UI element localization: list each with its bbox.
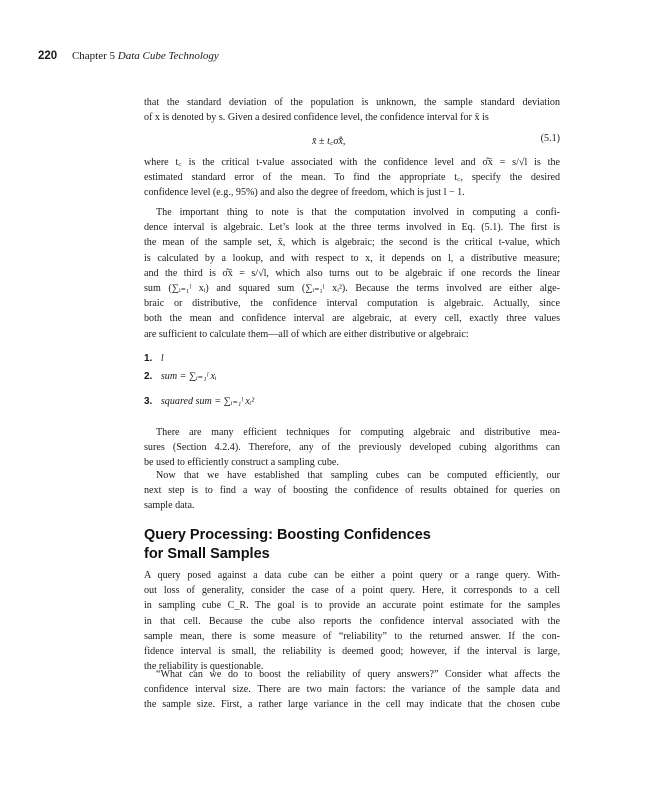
list-text: l bbox=[160, 353, 164, 364]
text-line: Now that we have established that sampling cubes can be computed efficiently, our bbox=[156, 470, 560, 481]
text-line: and the third is σ̂x̄ = s/√l, which also turns out to be algebraic if one records the linear bbox=[144, 267, 560, 279]
text-line: are sufficient to calculate them—all of which are either distributive or algebraic: bbox=[144, 328, 469, 340]
text-line: confidence level (e.g., 95%) and also the degree of freedom, which is just l − 1. bbox=[144, 187, 465, 199]
text-line: sures (Section 4.2.4). Therefore, any of the previously developed cubing algorithms can bbox=[144, 442, 560, 454]
equation-number: (5.1) bbox=[540, 133, 560, 144]
list-item bbox=[144, 396, 254, 407]
now-paragraph bbox=[144, 468, 560, 514]
equation-5-1 bbox=[144, 133, 560, 149]
section-heading-line: Query Processing: Boosting Confidences bbox=[144, 527, 431, 543]
text-line: “What can we do to boost the reliability of query answers?” Consider what affects the bbox=[156, 669, 560, 680]
text-line: where t꜀ is the critical t-value associated with the confidence level and σ̂x̄ = s/√l is the bbox=[144, 157, 560, 168]
intro-paragraph bbox=[144, 95, 560, 125]
text-line: confidence interval size. There are two main factors: the variance of the sample data and bbox=[144, 684, 560, 696]
running-head bbox=[38, 50, 219, 62]
chapter-title: Data Cube Technology bbox=[117, 50, 219, 62]
text-line: be used to efficiently construct a sampling cube. bbox=[144, 457, 339, 469]
text-line: of x is denoted by s. Given a desired confidence level, the confidence interval for x̄ is bbox=[144, 112, 489, 124]
section-heading bbox=[144, 526, 560, 563]
list-text: sum = ∑ᵢ₌₁ˡ xᵢ bbox=[160, 371, 217, 382]
text-line: There are many efficient techniques for computing algebraic and distributive mea- bbox=[156, 427, 560, 438]
text-line: dence interval is algebraic. Let’s look at the three terms involved in Eq. (5.1). The first is bbox=[144, 222, 560, 234]
text-line: in sampling cube C_R. The goal is to provide an accurate point estimate for the samples bbox=[144, 600, 560, 612]
text-line: that the standard deviation of the population is unknown, the sample standard deviation bbox=[144, 97, 560, 108]
text-line: sample mean, there is some measure of “reliability” to the returned answer. If the con- bbox=[144, 630, 560, 642]
text-line: sum (∑ᵢ₌₁ˡ xᵢ) and squared sum (∑ᵢ₌₁ˡ xᵢ²). Because the terms involved are either alge- bbox=[144, 283, 560, 295]
text-line: estimated standard error of the mean. To find the appropriate t꜀, specify the desired bbox=[144, 172, 560, 184]
text-line: braic or distributive, the confidence interval computation is algebraic. Actually, since bbox=[144, 298, 560, 310]
text-line: the reliability is questionable. bbox=[144, 661, 264, 673]
list-item bbox=[144, 371, 217, 382]
list-number: 3. bbox=[144, 396, 153, 407]
text-line: The important thing to note is that the computation involved in computing a confi- bbox=[156, 207, 560, 218]
list-item bbox=[144, 353, 164, 364]
text-line: out loss of generality, consider the case of a point query. Here, it corresponds to a cell bbox=[144, 585, 560, 597]
text-line: fidence interval is small, the reliability is deemed good; however, if the interval is large, bbox=[144, 646, 560, 658]
chapter-label: Chapter 5 bbox=[71, 50, 116, 62]
where-paragraph bbox=[144, 155, 560, 201]
important-paragraph bbox=[144, 205, 560, 342]
list-number: 2. bbox=[144, 371, 153, 382]
text-line: the sample size. First, a rather large variance in the cell may indicate that the chosen cube bbox=[144, 699, 560, 711]
text-line: A query posed against a data cube can be either a point query or a range query. With- bbox=[144, 570, 560, 581]
text-line: both the mean and confidence interval are algebraic, at every cell, exactly three values bbox=[144, 313, 560, 325]
equation-expression: x̄ ± t꜀σ̂x̄, bbox=[312, 136, 346, 147]
list-text: squared sum = ∑ᵢ₌₁ˡ xᵢ² bbox=[160, 396, 255, 407]
text-line: is calculated by a lookup, and with respect to x, it depends on l, a distributive measure; bbox=[144, 252, 560, 264]
many-techniques-paragraph bbox=[144, 425, 560, 471]
text-line: next step is to find a way of boosting the confidence of results obtained for queries on bbox=[144, 485, 560, 497]
text-line: sample data. bbox=[144, 500, 195, 512]
text-line: in that cell. Because the cube also reports the confidence interval associated with the bbox=[144, 615, 560, 627]
page-number: 220 bbox=[38, 50, 58, 62]
text-line: the mean of the sample set, x̄, which is algebraic; the second is the critical t-value, which bbox=[144, 237, 560, 249]
list-number: 1. bbox=[144, 353, 153, 364]
section-heading-line: for Small Samples bbox=[144, 545, 270, 562]
query-paragraph bbox=[144, 568, 560, 674]
what-paragraph bbox=[144, 667, 560, 713]
